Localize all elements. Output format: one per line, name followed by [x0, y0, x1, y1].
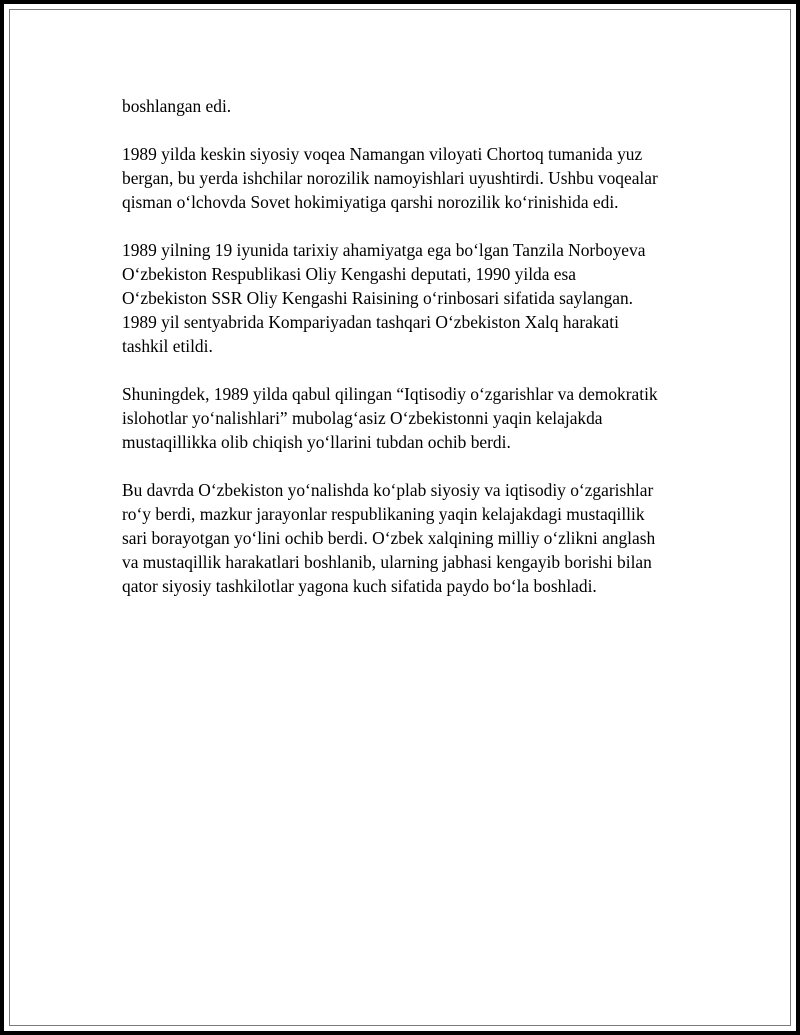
- text-line: mustaqillikka olib chiqish yo‘llarini tubdan ochib berdi.: [122, 432, 511, 452]
- paragraph-4: [122, 382, 722, 454]
- text-line: 1989 yilning 19 iyunida tarixiy ahamiyatga ega bo‘lgan Tanzila Norboyeva: [122, 240, 646, 260]
- text-line: Shuningdek, 1989 yilda qabul qilingan “Iqtisodiy o‘zgarishlar va demokratik: [122, 384, 658, 404]
- text-line: Bu davrda O‘zbekiston yo‘nalishda ko‘plab siyosiy va iqtisodiy o‘zgarishlar: [122, 480, 654, 500]
- paragraph-2: [122, 142, 722, 214]
- text-line: bergan, bu yerda ishchilar norozilik namoyishlari uyushtirdi. Ushbu voqealar: [122, 168, 658, 188]
- text-line: va mustaqillik harakatlari boshlanib, ularning jabhasi kengayib borishi bilan: [122, 552, 652, 572]
- text-line: qator siyosiy tashkilotlar yagona kuch sifatida paydo bo‘la boshladi.: [122, 576, 597, 596]
- text-line: qisman o‘lchovda Sovet hokimiyatiga qarshi norozilik ko‘rinishida edi.: [122, 192, 619, 212]
- text-line: O‘zbekiston SSR Oliy Kengashi Raisining o‘rinbosari sifatida saylangan.: [122, 288, 634, 308]
- paragraph-3: [122, 238, 722, 358]
- text-line: boshlangan edi.: [122, 96, 232, 116]
- text-line: sari borayotgan yo‘lini ochib berdi. O‘zbek xalqining milliy o‘zlikni anglash: [122, 528, 656, 548]
- text-line: islohotlar yo‘nalishlari” mubolag‘asiz O‘zbekistonni yaqin kelajakda: [122, 408, 603, 428]
- text-line: 1989 yilda keskin siyosiy voqea Namangan viloyati Chortoq tumanida yuz: [122, 144, 643, 164]
- paragraph-5: [122, 478, 722, 598]
- text-line: O‘zbekiston Respublikasi Oliy Kengashi deputati, 1990 yilda esa: [122, 264, 577, 284]
- paragraph-1: [122, 94, 722, 118]
- document-body: [122, 94, 722, 622]
- text-line: ro‘y berdi, mazkur jarayonlar respublikaning yaqin kelajakdagi mustaqillik: [122, 504, 645, 524]
- text-line: tashkil etildi.: [122, 336, 213, 356]
- text-line: 1989 yil sentyabrida Kompariyadan tashqari O‘zbekiston Xalq harakati: [122, 312, 619, 332]
